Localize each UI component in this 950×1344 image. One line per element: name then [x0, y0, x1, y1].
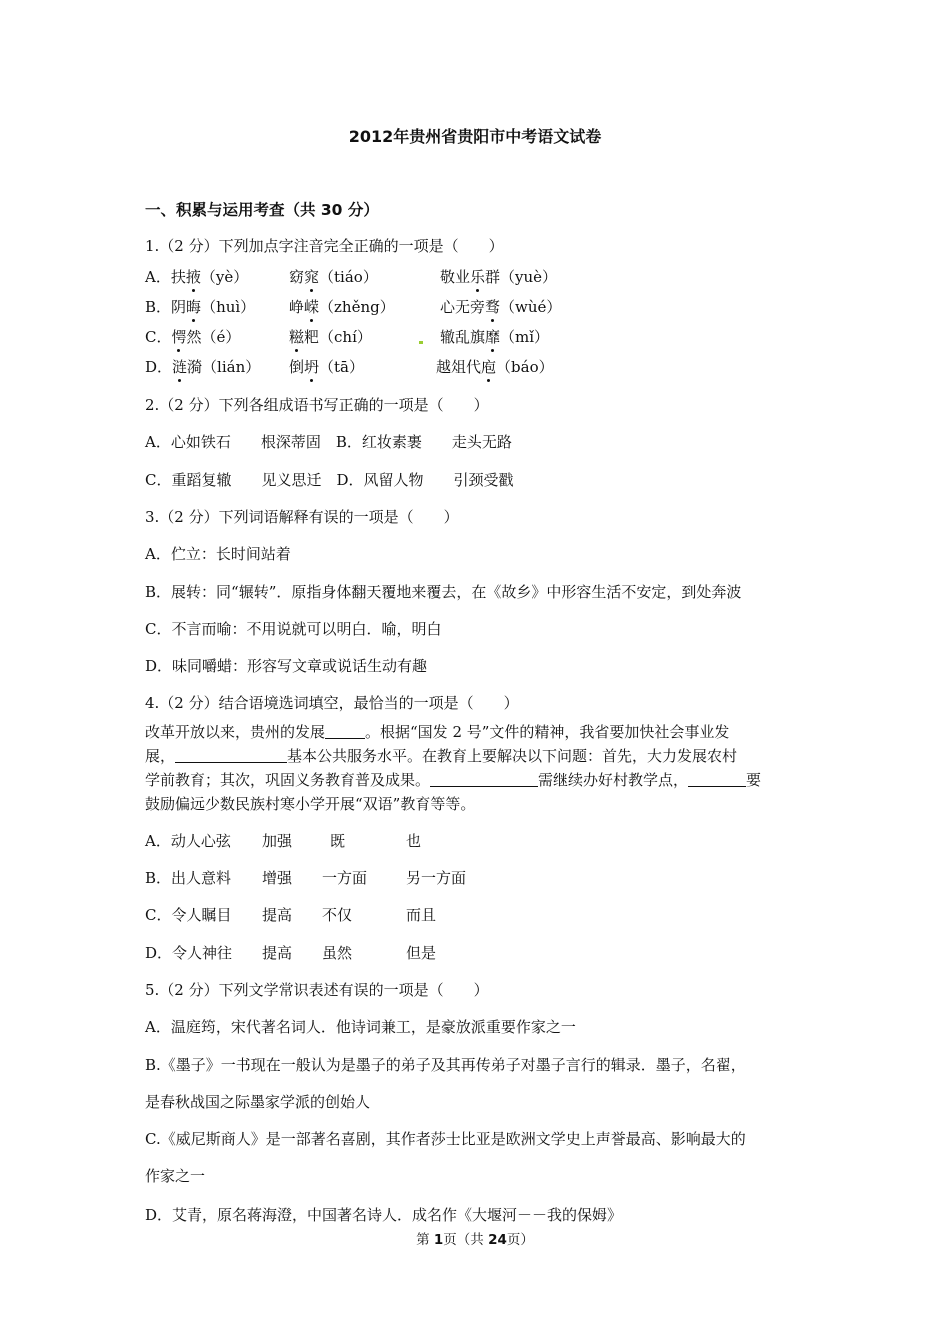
q2-stem: 2.（2 分）下列各组成语书写正确的一项是（ ）: [145, 396, 489, 414]
q3-option-c: C．不言而喻：不用说就可以明白．喻，明白: [145, 620, 442, 638]
page-number: 1: [433, 1232, 444, 1248]
q5-option-d: D．艾青，原名蒋海澄，中国著名诗人．成名作《大堰河－－我的保姆》: [145, 1206, 623, 1224]
section-heading: 一、积累与运用考查（共 30 分）: [145, 201, 379, 219]
exam-page: 2012年贵州省贵阳市中考语文试卷 一、积累与运用考查（共 30 分） 1.（2 分）下列加点字注音完全正确的一项是（ ） A．扶掖（yè） 窈窕（tiáo） 敬业乐群（yuè） B．阴晦（huì） 峥嵘（zhěng） 心无旁骛（wùé） C．愕然（é） 糍粑（chí） 辙乱旗靡（mǐ） D．涟漪（lián） 倒坍（tā） 越俎代庖（báo） 2.（2 分）下列各组成语书写正确的一项是（ ） A．心如铁石 根深蒂固 B．红妆素裹 走头无路 C．重蹈复辙 见义思迁 D．风留人物 引颈受戳 3.（2 分）下列词语解释有误的一项是（ ） A．伫立：长时间站着 B．展转：同“辗转”．原指身体翻天覆地来覆去，在《故乡》中形容生活不安定，到处奔波 C．不言而喻：不用说就可以明白．喻，明白 D．味同嚼蜡：形容写文章或说话生动有趣 4.（2 分）结合语境选词填空，最恰当的一项是（ ） 改革开放以来，贵州的发展 。根据“国发 2 号”文件的精神，我省要加快社会事业发 展， 基本公共服务水平。在教育上要解决以下问题：首先，大力发展农村 学前教育；其次，巩固义务教育普及成果。 需继续办好村教学点， 要 鼓励偏远少数民族村寒小学开展“双语”教育等等。 A．动人心弦 加强 既 也 B．出人意料 增强 一方面 另一方面 C．令人瞩目 提高 不仅 而且 D．令人神往 提高 虽然 但是 5.（2 分）下列文学常识表述有误的一项是（ ） A．温庭筠，宋代著名词人．他诗词兼工，是豪放派重要作家之一 B.《墨子》一书现在一般认为是墨子的弟子及其再传弟子对墨子言行的辑录．墨子，名翟， 是春秋战国之际墨家学派的创始人 C.《威尼斯商人》是一部著名喜剧，其作者莎士比亚是欧洲文学史上声誉最高、影响最大的 作家之一 D．艾青，原名蒋海澄，中国著名诗人．成名作《大堰河－－我的保姆》 第 1页（共 24页）: [0, 0, 950, 1344]
blank-2: [175, 746, 287, 763]
page-title: 2012年贵州省贵阳市中考语文试卷: [348, 127, 602, 146]
blank-3: [430, 770, 538, 787]
q4-passage: 改革开放以来，贵州的发展 。根据“国发 2 号”文件的精神，我省要加快社会事业发 展， 基本公共服务水平。在教育上要解决以下问题：首先，大力发展农村 学前教育；其次，巩固义务教育普及成果。 需继续办好村教学点， 要 鼓励偏远少数民族村寒小学开展“双语”教育等等。: [145, 723, 762, 813]
q5-option-a: A．温庭筠，宋代著名词人．他诗词兼工，是豪放派重要作家之一: [145, 1018, 576, 1036]
q1-stem: 1.（2 分）下列加点字注音完全正确的一项是（ ）: [145, 237, 504, 255]
q3-stem: 3.（2 分）下列词语解释有误的一项是（ ）: [145, 508, 459, 526]
q2-options-ab: A．心如铁石 根深蒂固 B．红妆素裹 走头无路: [145, 433, 512, 451]
q5-option-c-line1: C.《威尼斯商人》是一部著名喜剧，其作者莎士比亚是欧洲文学史上声誉最高、影响最大的: [145, 1130, 746, 1148]
q5-option-c-line2: 作家之一: [145, 1167, 206, 1185]
q3-option-d: D．味同嚼蜡：形容写文章或说话生动有趣: [145, 657, 428, 675]
q5-stem: 5.（2 分）下列文学常识表述有误的一项是（ ）: [145, 981, 489, 999]
blank-4: [688, 770, 746, 787]
q4-stem: 4.（2 分）结合语境选词填空，最恰当的一项是（ ）: [145, 694, 519, 712]
highlight-mark: [419, 341, 423, 344]
page-footer: 第 1页（共 24页）: [416, 1232, 534, 1248]
blank-1: [325, 722, 365, 739]
q3-option-b: B．展转：同“辗转”．原指身体翻天覆地来覆去，在《故乡》中形容生活不安定，到处奔波: [145, 583, 742, 601]
q3-option-a: A．伫立：长时间站着: [145, 545, 291, 563]
q5-option-b-line2: 是春秋战国之际墨家学派的创始人: [145, 1093, 371, 1111]
q2-options-cd: C．重蹈复辙 见义思迁 D．风留人物 引颈受戳: [145, 471, 514, 489]
page-total: 24: [488, 1232, 507, 1248]
q5-option-b-line1: B.《墨子》一书现在一般认为是墨子的弟子及其再传弟子对墨子言行的辑录．墨子，名翟，: [145, 1056, 746, 1074]
